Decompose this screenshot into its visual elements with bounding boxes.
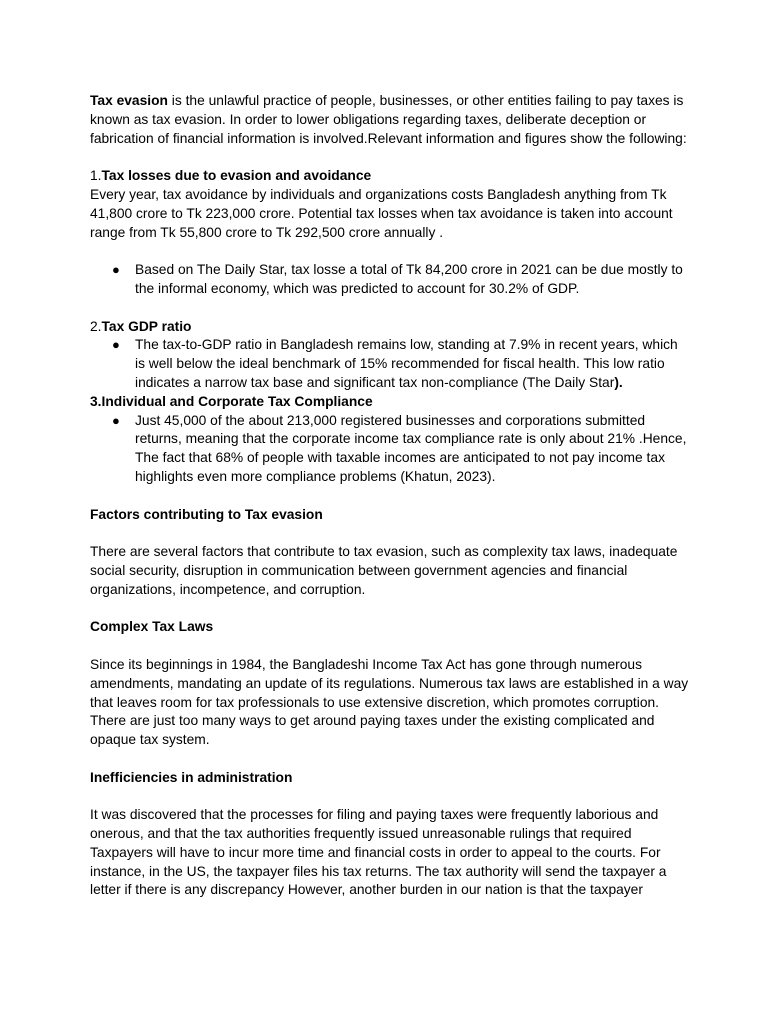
bullet-icon: ● [112, 412, 120, 428]
section-2-bullet-text: The tax-to-GDP ratio in Bangladesh remains low, standing at 7.9% in recent years, which is well below the ideal benchmark of 15% recommended for fiscal health. This low ratio indicates a narrow tax base and significant tax non-compliance (The Daily Star [135, 337, 678, 390]
section-2-bullet-list [90, 336, 690, 392]
bullet-icon: ● [112, 262, 120, 278]
factors-heading: Factors contributing to Tax evasion [90, 506, 323, 522]
intro-term: Tax evasion [90, 93, 168, 108]
section-3-bullet-text: Just 45,000 of the about 213,000 registered businesses and corporations submitted returns, meaning that the corporate income tax compliance rate is only about 21% .Hence, The fact that 68% of people with taxable incomes are anticipated to not pay income tax highlights even more compliance problems (Khatun, 2023). [135, 412, 687, 484]
factors-paragraph: There are several factors that contribute to tax evasion, such as complexity tax laws, inadequate social security, disruption in communication between government agencies and financial organizations, incompetence, and corruption. [90, 544, 678, 597]
section-2-number: 2. [90, 318, 102, 334]
section-3-bullet-list [90, 412, 690, 487]
section-1-heading [90, 167, 690, 186]
list-item [112, 412, 690, 487]
inefficiencies-paragraph: It was discovered that the processes for filing and paying taxes were frequently laborious and onerous, and that the tax authorities frequently issued unreasonable rulings that required Taxpayers will have to incur more time and financial costs in order to appeal to the courts. For instance, in the US, the taxpayer files his tax returns. The tax authority will send the taxpayer a letter if there is any discrepancy However, another burden in our nation is that the taxpayer [90, 807, 667, 898]
section-2-heading [90, 318, 690, 337]
intro-paragraph [90, 92, 690, 148]
complex-tax-laws-paragraph: Since its beginnings in 1984, the Bangladeshi Income Tax Act has gone through numerous amendments, mandating an update of its regulations. Numerous tax laws are established in a way that leaves room for tax professionals to use extensive discretion, which promotes corruption. There are just too many ways to get around paying taxes under the existing complicated and opaque tax system. [90, 656, 689, 748]
list-item [112, 261, 690, 299]
section-1-bullet-list [90, 261, 690, 299]
list-item [112, 336, 690, 392]
document-body [90, 92, 690, 900]
intro-text: is the unlawful practice of people, businesses, or other entities failing to pay taxes is known as tax evasion. In order to lower obligations regarding taxes, deliberate deception or fabrication of financial information is involved.Relevant information and figures show the following: [90, 93, 687, 146]
section-3-heading: 3.Individual and Corporate Tax Compliance [90, 393, 373, 409]
section-2-bullet-end: ). [614, 374, 623, 390]
section-2-title: Tax GDP ratio [101, 318, 192, 334]
complex-tax-laws-heading: Complex Tax Laws [90, 619, 214, 635]
section-1-bullet-text: Based on The Daily Star, tax losse a total of Tk 84,200 crore in 2021 can be due mostly to the informal economy, which was predicted to account for 30.2% of GDP. [135, 262, 683, 296]
bullet-icon: ● [112, 337, 120, 353]
section-1-number: 1. [90, 168, 102, 184]
section-1-paragraph: Every year, tax avoidance by individuals and organizations costs Bangladesh anything from Tk 41,800 crore to Tk 223,000 crore. Potential tax losses when tax avoidance is taken into account range from Tk 55,800 crore to Tk 292,500 crore annually . [90, 186, 673, 240]
inefficiencies-heading: Inefficiencies in administration [90, 769, 293, 785]
section-1-title: Tax losses due to evasion and avoidance [101, 168, 372, 184]
